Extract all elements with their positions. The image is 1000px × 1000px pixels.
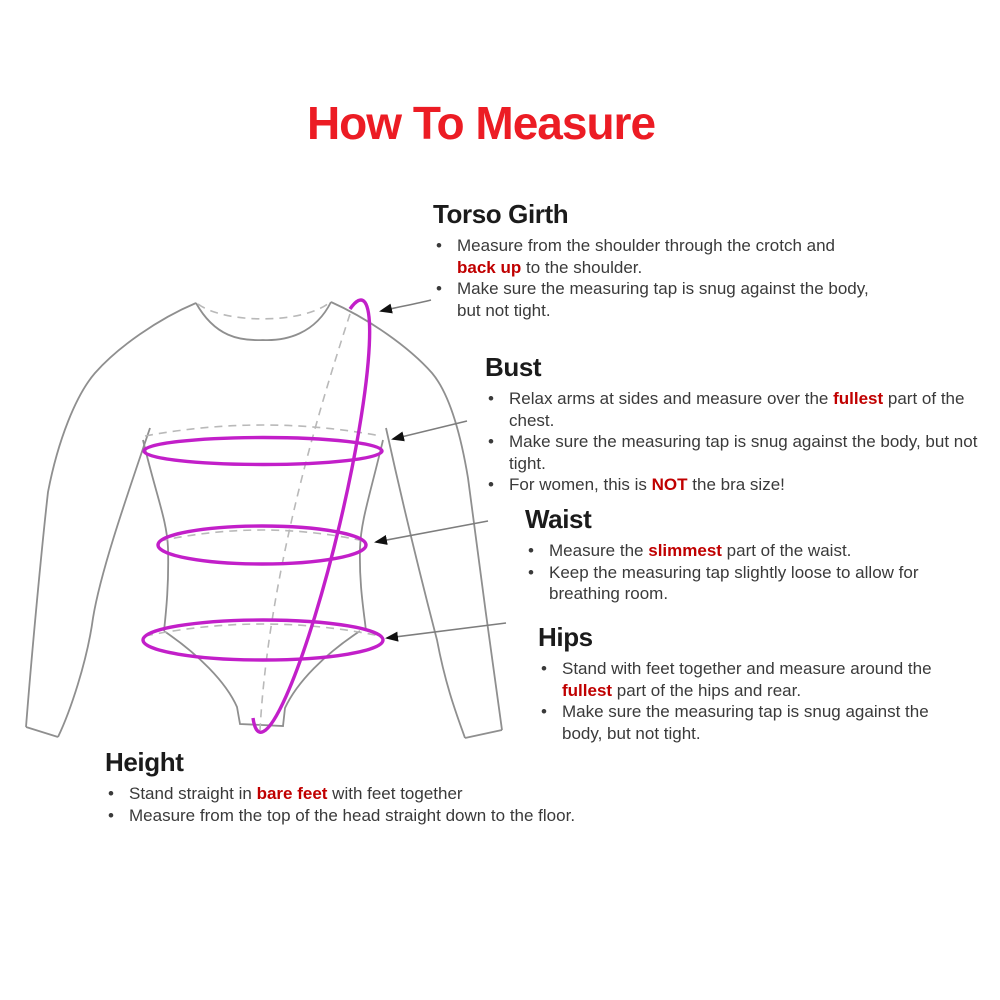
page-title: How To Measure [306,97,656,149]
left-sleeve-outer [26,303,196,727]
bullet-glyph: • [436,279,442,298]
bullet-glyph: • [488,389,494,408]
bullet-text: Stand with feet together and measure around the fullest part of the hips and rear. [562,659,932,700]
bullet-glyph: • [541,702,547,721]
bust-heading: Bust [485,352,542,382]
bust-band-back [145,425,381,436]
bust-arrow [393,421,467,439]
hips-bullets [538,658,938,744]
bullet-glyph: • [528,541,534,560]
bullet-text: Measure the slimmest part of the waist. [549,541,852,560]
bullet-item [525,540,925,562]
bullet-text: Make sure the measuring tap is snug against the body, but not tight. [509,432,978,473]
crotch-outline [164,631,360,726]
bullet-text: Stand straight in bare feet with feet together [129,784,463,803]
hips-heading: Hips [538,622,593,652]
bullet-item [525,562,925,605]
bullet-item [433,278,893,321]
left-sleeve-inner [58,428,150,737]
height-bullets [105,783,605,826]
torso-loop-back [260,314,350,730]
torso-girth-heading: Torso Girth [433,199,569,229]
section-height [105,747,605,826]
bullet-text: Relax arms at sides and measure over the fullest part of the chest. [509,389,965,430]
bullet-glyph: • [108,805,114,825]
bullet-item [105,783,605,805]
bullet-text: Measure from the top of the head straight down to the floor. [129,805,576,825]
section-waist [525,504,925,605]
left-cuff [26,727,58,737]
waist-arrow [376,521,488,542]
section-torso-girth [433,199,893,321]
torso-girth-loop [253,300,370,732]
torso-girth-arrow [381,300,431,311]
bullet-glyph: • [488,475,494,494]
section-hips [538,622,938,744]
bullet-glyph: • [488,432,494,451]
bust-bullets [485,388,997,496]
bullet-glyph: • [528,562,534,582]
right-sleeve-outer [331,302,502,730]
waist-heading: Waist [525,504,592,534]
measuring-bands [143,300,383,732]
bullet-item [538,701,938,744]
bullet-glyph: • [541,659,547,678]
bullet-text: For women, this is NOT the bra size! [509,475,785,494]
bullet-text: Keep the measuring tap slightly loose to allow for breathing room. [549,562,919,603]
body-right-seam [360,440,383,631]
height-heading: Height [105,747,184,777]
bullet-item [538,658,938,701]
bullet-text: Make sure the measuring tap is snug against the body, but not tight. [562,702,929,743]
bullet-text: Measure from the shoulder through the crotch and back up to the shoulder. [457,236,835,277]
front-neckline [196,302,331,340]
bullet-item [105,805,605,827]
bullet-text: Make sure the measuring tap is snug against the body, but not tight. [457,279,869,320]
bullet-glyph: • [436,236,442,255]
bullet-glyph: • [108,784,114,803]
bullet-item [433,235,893,278]
waist-bullets [525,540,925,605]
right-cuff [465,730,502,738]
back-neckline [198,303,329,319]
bullet-item [485,431,997,474]
torso-girth-bullets [433,235,893,321]
bullet-item [485,474,997,496]
body-left-seam [143,440,168,631]
right-sleeve-inner [386,428,465,738]
section-bust [485,352,997,496]
bullet-item [485,388,997,431]
garment-outline [26,302,502,738]
bust-band [144,438,382,465]
